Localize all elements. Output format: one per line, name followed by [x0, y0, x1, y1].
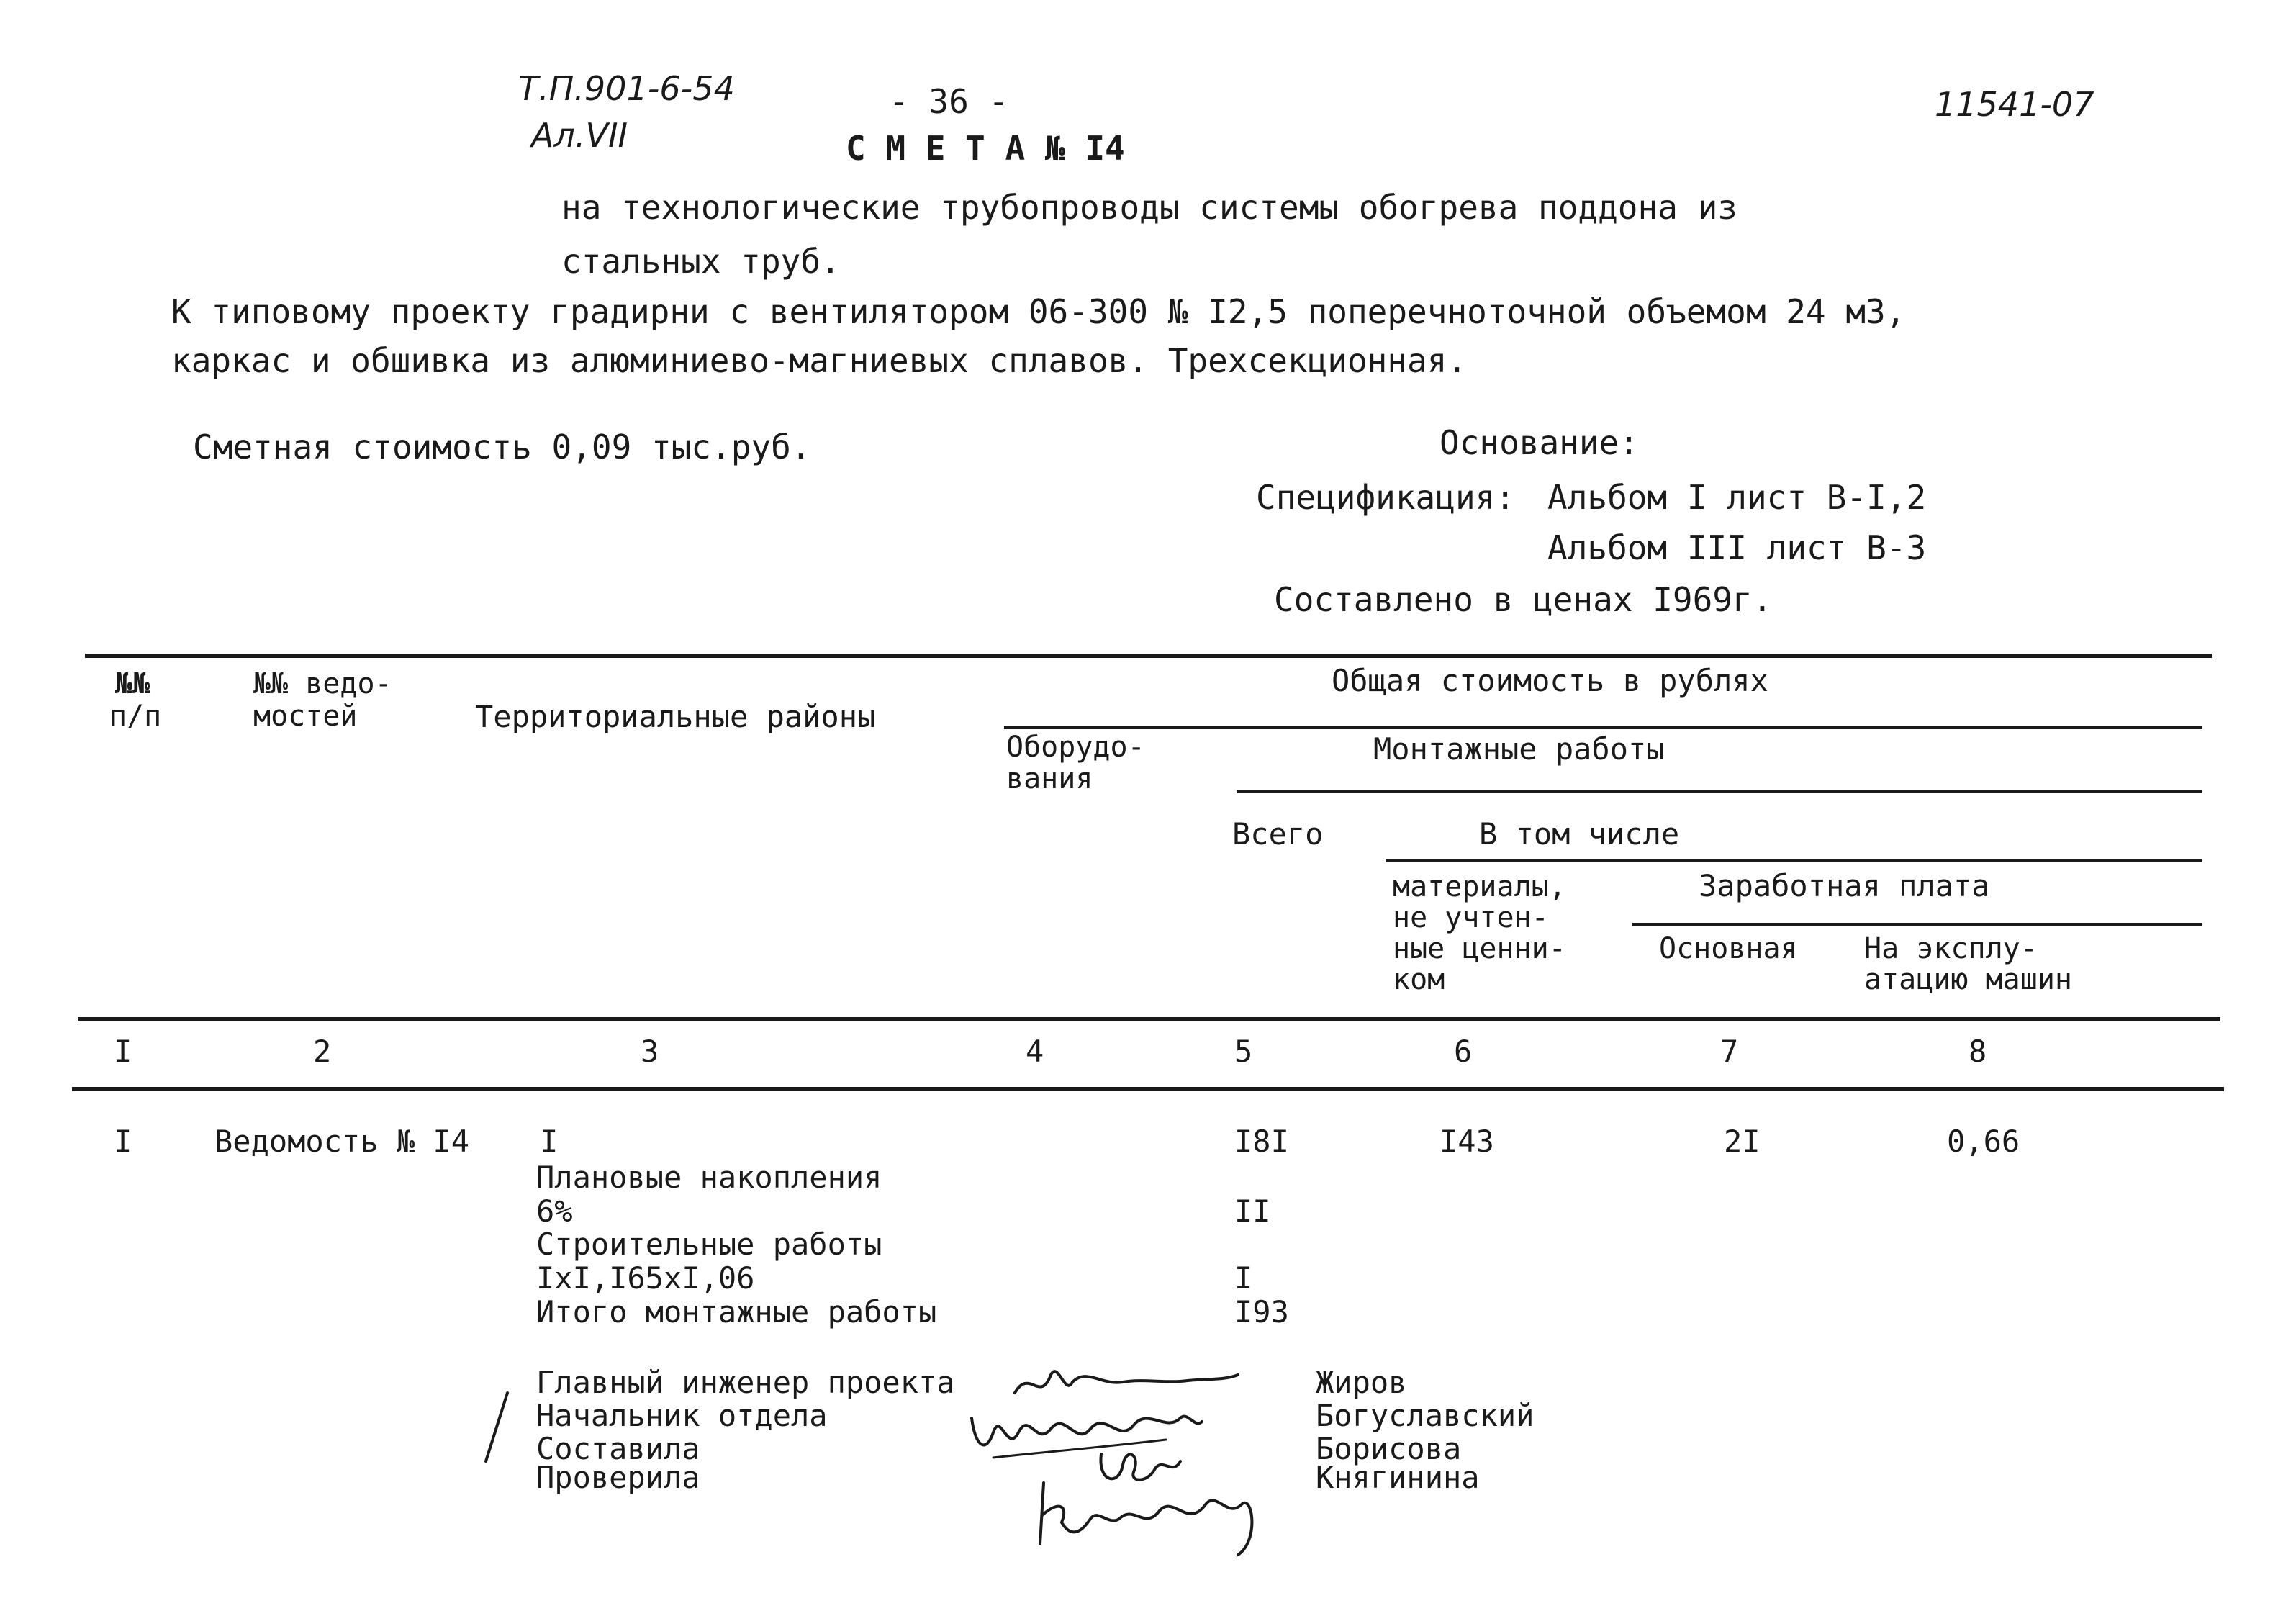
- project-code: Т.П.901-6-54: [518, 69, 735, 108]
- construction-label: Строительные работы: [536, 1227, 882, 1262]
- signature-name-compiled: Борисова: [1316, 1431, 1462, 1466]
- column-number-2: 2: [313, 1034, 332, 1069]
- column-number-8: 8: [1969, 1034, 1987, 1069]
- signature-role-checked: Проверила: [536, 1460, 700, 1495]
- signature-checked-scribble: [1029, 1461, 1288, 1562]
- subject-line-4: каркас и обшивка из алюминиево-магниевых сплавов. Трехсекционная.: [171, 341, 1468, 380]
- column-number-4: 4: [1026, 1034, 1044, 1069]
- header-statements-1: №№ ведо-: [253, 667, 392, 700]
- subject-line-3: К типовому проекту градирни с вентилятором 06-300 № I2,5 поперечноточной объемом 24 м3,: [171, 292, 1906, 331]
- rule-under-wages: [1632, 923, 2202, 926]
- estimated-cost: Сметная стоимость 0,09 тыс.руб.: [193, 428, 811, 466]
- signature-name-chief-engineer: Жиров: [1316, 1365, 1407, 1400]
- header-basic-wage: Основная: [1659, 932, 1798, 965]
- rule-under-total-cost: [1004, 726, 2202, 729]
- signature-role-chief-engineer: Главный инженер проекта: [536, 1365, 955, 1400]
- construction-value: I: [1234, 1260, 1253, 1296]
- header-materials-3: ные ценни-: [1393, 932, 1566, 965]
- basis-heading: Основание:: [1439, 423, 1639, 462]
- row-statement: Ведомость № I4: [214, 1124, 470, 1159]
- header-item-number: п/п: [109, 700, 162, 733]
- row-basic-wage: 2I: [1724, 1124, 1761, 1159]
- construction-formula: IxI,I65xI,06: [536, 1260, 755, 1296]
- signature-role-head-of-department: Начальник отдела: [536, 1398, 828, 1433]
- document-title: С М Е Т А № I4: [846, 129, 1125, 168]
- installation-total-value: I93: [1234, 1294, 1289, 1330]
- planned-savings-value: II: [1234, 1193, 1271, 1229]
- header-wages: Заработная плата: [1699, 868, 1990, 903]
- rule-under-including: [1386, 859, 2202, 862]
- album-ref: Ал.VII: [531, 116, 628, 155]
- table-top-rule: [85, 654, 2212, 658]
- row-materials: I43: [1439, 1124, 1494, 1159]
- signature-name-checked: Княгинина: [1316, 1460, 1480, 1495]
- header-total: Всего: [1232, 816, 1324, 852]
- header-districts: Территориальные районы: [475, 699, 876, 734]
- header-machines-2: атацию машин: [1864, 963, 2072, 996]
- header-bottom-rule: [78, 1017, 2220, 1021]
- rule-under-installation: [1237, 790, 2202, 793]
- page-number: - 36 -: [889, 82, 1009, 121]
- header-machines-1: На эксплу-: [1864, 932, 2038, 965]
- installation-total-label: Итого монтажные работы: [536, 1294, 937, 1330]
- margin-slash-mark: [475, 1389, 518, 1476]
- column-number-7: 7: [1720, 1034, 1739, 1069]
- specification-label: Спецификация:: [1256, 478, 1516, 517]
- header-materials-1: материалы,: [1393, 870, 1566, 903]
- header-number-sign: №№: [115, 667, 150, 700]
- header-installation: Монтажные работы: [1373, 731, 1665, 767]
- header-materials-4: ком: [1393, 963, 1445, 996]
- signature-role-compiled: Составила: [536, 1431, 700, 1466]
- header-materials-2: не учтен-: [1393, 901, 1549, 934]
- column-numbers-rule: [72, 1087, 2224, 1091]
- row-number: I: [114, 1124, 132, 1159]
- spec-album-1: Альбом I лист В-I,2: [1547, 478, 1927, 517]
- subject-line-1: на технологические трубопроводы системы обогрева поддона из: [561, 188, 1737, 227]
- row-district: I: [540, 1124, 559, 1159]
- subject-line-2: стальных труб.: [561, 242, 841, 281]
- signature-name-head-of-department: Богуславский: [1316, 1398, 1535, 1433]
- column-number-5: 5: [1234, 1034, 1253, 1069]
- column-number-3: 3: [641, 1034, 659, 1069]
- column-number-1: I: [114, 1034, 132, 1069]
- planned-savings-percent: 6%: [536, 1193, 573, 1229]
- row-total: I8I: [1234, 1124, 1289, 1159]
- header-including: В том числе: [1479, 816, 1680, 852]
- header-equipment-2: вания: [1006, 762, 1093, 795]
- planned-savings-label: Плановые накопления: [536, 1160, 882, 1195]
- inventory-number: 11541-07: [1935, 85, 2094, 124]
- row-machines: 0,66: [1947, 1124, 2020, 1159]
- header-statements-2: мостей: [253, 700, 358, 733]
- header-total-cost: Общая стоимость в рублях: [1332, 663, 1768, 698]
- header-equipment-1: Оборудо-: [1006, 731, 1145, 764]
- prices-year: Составлено в ценах I969г.: [1274, 580, 1773, 619]
- column-number-6: 6: [1454, 1034, 1473, 1069]
- spec-album-3: Альбом III лист В-3: [1547, 528, 1927, 567]
